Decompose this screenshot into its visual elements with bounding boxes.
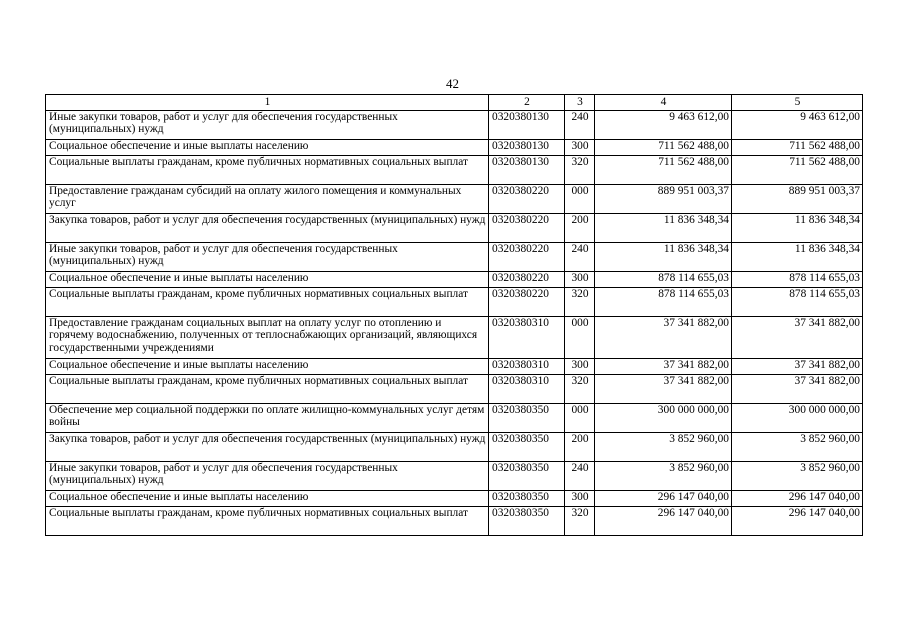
- row-type-cell: 240: [565, 243, 595, 272]
- header-row: [46, 95, 863, 111]
- row-type-cell: 300: [565, 140, 595, 156]
- row-code-cell: 0320380310: [489, 317, 565, 359]
- row-type-cell: 320: [565, 156, 595, 185]
- row-amount-2-cell: 296 147 040,00: [732, 491, 863, 507]
- table-row: [46, 433, 863, 462]
- row-amount-1-cell: 9 463 612,00: [595, 111, 732, 140]
- row-code-cell: 0320380220: [489, 214, 565, 243]
- row-type-cell: 300: [565, 491, 595, 507]
- row-amount-1-cell: 37 341 882,00: [595, 375, 732, 404]
- row-amount-1-cell: 3 852 960,00: [595, 462, 732, 491]
- table-row: [46, 317, 863, 359]
- table-row: [46, 375, 863, 404]
- row-name-cell: Иные закупки товаров, работ и услуг для обеспечения государственных (муниципальных) нужд: [46, 462, 489, 491]
- row-name-cell: Социальное обеспечение и иные выплаты населению: [46, 359, 489, 375]
- table-row: [46, 359, 863, 375]
- page-number: 42: [446, 76, 459, 91]
- row-amount-2-cell: 711 562 488,00: [732, 156, 863, 185]
- row-amount-1-cell: 296 147 040,00: [595, 507, 732, 536]
- table-row: [46, 185, 863, 214]
- column-header-amount-1: 4: [595, 95, 732, 111]
- table-row: [46, 272, 863, 288]
- row-type-cell: 240: [565, 111, 595, 140]
- row-type-cell: 200: [565, 214, 595, 243]
- table-row: [46, 156, 863, 185]
- row-amount-1-cell: 3 852 960,00: [595, 433, 732, 462]
- table-body: [46, 111, 863, 536]
- row-amount-1-cell: 11 836 348,34: [595, 214, 732, 243]
- row-amount-2-cell: 878 114 655,03: [732, 288, 863, 317]
- table-row: [46, 404, 863, 433]
- row-amount-1-cell: 711 562 488,00: [595, 156, 732, 185]
- column-header-name: 1: [46, 95, 489, 111]
- table-row: [46, 140, 863, 156]
- row-type-cell: 300: [565, 359, 595, 375]
- row-amount-1-cell: 878 114 655,03: [595, 288, 732, 317]
- table-row: [46, 462, 863, 491]
- table-row: [46, 288, 863, 317]
- row-amount-1-cell: 878 114 655,03: [595, 272, 732, 288]
- row-name-cell: Социальные выплаты гражданам, кроме публичных нормативных социальных выплат: [46, 288, 489, 317]
- row-amount-1-cell: 300 000 000,00: [595, 404, 732, 433]
- row-code-cell: 0320380350: [489, 462, 565, 491]
- row-type-cell: 000: [565, 404, 595, 433]
- row-amount-2-cell: 300 000 000,00: [732, 404, 863, 433]
- row-code-cell: 0320380220: [489, 243, 565, 272]
- row-name-cell: Иные закупки товаров, работ и услуг для обеспечения государственных (муниципальных) нужд: [46, 243, 489, 272]
- row-amount-1-cell: 711 562 488,00: [595, 140, 732, 156]
- row-amount-2-cell: 3 852 960,00: [732, 433, 863, 462]
- row-name-cell: Социальные выплаты гражданам, кроме публичных нормативных социальных выплат: [46, 375, 489, 404]
- row-name-cell: Предоставление гражданам социальных выплат на оплату услуг по отоплению и горячему водоснабжению, полученных от теплоснабжающих организаций, являющихся государственными учреждениями: [46, 317, 489, 359]
- row-name-cell: Закупка товаров, работ и услуг для обеспечения государственных (муниципальных) нужд: [46, 433, 489, 462]
- table-row: [46, 491, 863, 507]
- row-type-cell: 000: [565, 317, 595, 359]
- row-code-cell: 0320380350: [489, 433, 565, 462]
- row-amount-2-cell: 889 951 003,37: [732, 185, 863, 214]
- table-row: [46, 507, 863, 536]
- row-name-cell: Социальное обеспечение и иные выплаты населению: [46, 272, 489, 288]
- column-header-amount-2: 5: [732, 95, 863, 111]
- row-name-cell: Социальные выплаты гражданам, кроме публичных нормативных социальных выплат: [46, 507, 489, 536]
- row-name-cell: Социальное обеспечение и иные выплаты населению: [46, 491, 489, 507]
- row-name-cell: Социальные выплаты гражданам, кроме публичных нормативных социальных выплат: [46, 156, 489, 185]
- row-amount-1-cell: 37 341 882,00: [595, 359, 732, 375]
- row-code-cell: 0320380220: [489, 288, 565, 317]
- row-type-cell: 320: [565, 375, 595, 404]
- row-code-cell: 0320380310: [489, 359, 565, 375]
- row-name-cell: Обеспечение мер социальной поддержки по оплате жилищно-коммунальных услуг детям войны: [46, 404, 489, 433]
- row-code-cell: 0320380130: [489, 140, 565, 156]
- row-code-cell: 0320380350: [489, 491, 565, 507]
- table-row: [46, 243, 863, 272]
- row-amount-1-cell: 37 341 882,00: [595, 317, 732, 359]
- row-amount-1-cell: 296 147 040,00: [595, 491, 732, 507]
- column-header-code: 2: [489, 95, 565, 111]
- row-amount-2-cell: 11 836 348,34: [732, 214, 863, 243]
- row-name-cell: Закупка товаров, работ и услуг для обеспечения государственных (муниципальных) нужд: [46, 214, 489, 243]
- row-amount-2-cell: 11 836 348,34: [732, 243, 863, 272]
- row-type-cell: 000: [565, 185, 595, 214]
- table-row: [46, 214, 863, 243]
- row-amount-2-cell: 37 341 882,00: [732, 359, 863, 375]
- row-amount-2-cell: 37 341 882,00: [732, 317, 863, 359]
- row-name-cell: Предоставление гражданам субсидий на оплату жилого помещения и коммунальных услуг: [46, 185, 489, 214]
- row-amount-2-cell: 3 852 960,00: [732, 462, 863, 491]
- budget-table: [45, 94, 863, 536]
- row-code-cell: 0320380310: [489, 375, 565, 404]
- row-code-cell: 0320380220: [489, 272, 565, 288]
- row-code-cell: 0320380220: [489, 185, 565, 214]
- row-amount-1-cell: 11 836 348,34: [595, 243, 732, 272]
- row-name-cell: Социальное обеспечение и иные выплаты населению: [46, 140, 489, 156]
- row-code-cell: 0320380130: [489, 156, 565, 185]
- row-name-cell: Иные закупки товаров, работ и услуг для обеспечения государственных (муниципальных) нужд: [46, 111, 489, 140]
- row-type-cell: 320: [565, 507, 595, 536]
- row-type-cell: 240: [565, 462, 595, 491]
- row-amount-2-cell: 878 114 655,03: [732, 272, 863, 288]
- row-type-cell: 300: [565, 272, 595, 288]
- row-type-cell: 200: [565, 433, 595, 462]
- row-amount-2-cell: 9 463 612,00: [732, 111, 863, 140]
- row-code-cell: 0320380350: [489, 404, 565, 433]
- row-amount-1-cell: 889 951 003,37: [595, 185, 732, 214]
- row-code-cell: 0320380350: [489, 507, 565, 536]
- row-amount-2-cell: 37 341 882,00: [732, 375, 863, 404]
- column-header-type: 3: [565, 95, 595, 111]
- row-code-cell: 0320380130: [489, 111, 565, 140]
- row-amount-2-cell: 711 562 488,00: [732, 140, 863, 156]
- row-type-cell: 320: [565, 288, 595, 317]
- row-amount-2-cell: 296 147 040,00: [732, 507, 863, 536]
- table-row: [46, 111, 863, 140]
